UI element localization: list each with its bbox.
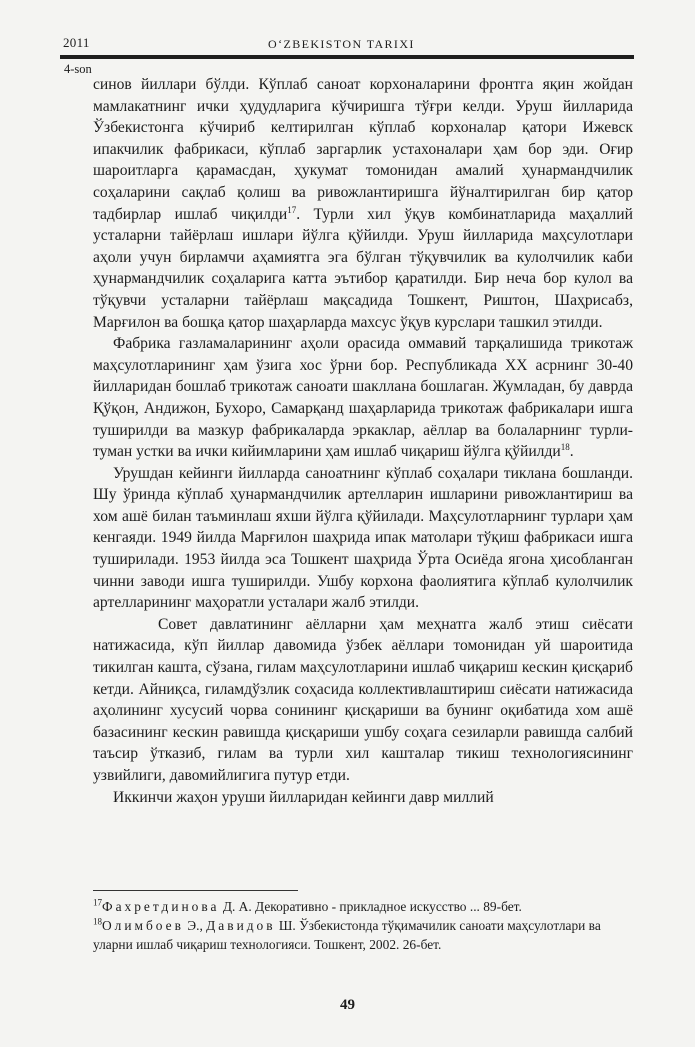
page-header — [60, 30, 634, 56]
footnote-separator — [93, 890, 298, 891]
paragraph-4-text: Совет давлатининг аёлларни ҳам меҳнатга жалб этиш сиёсати натижасида, кўп йиллар давомида ўзбек аёллари томонидан уй шароитида тикилган кашта, сўзана, гилам маҳсулотларини ишлаб чиқариш кескин қисқариб кетди. Айниқса, гиламдўзлик соҳасида коллективлаштириш сиёсати натижасида аҳолининг хусусий чорва сонининг қисқариши ва бунинг оқибатида хом ашё базасининг кескин равишда қисқариши ушбу соҳага сезиларли равишда салбий таъсир ўтказиб, гилам ва турли хил кашталар тикиш технологиясининг узвийлиги, давомийлигига путур етди. — [93, 615, 633, 784]
header-rule — [60, 55, 634, 59]
footnotes — [93, 897, 638, 954]
article-body — [93, 74, 633, 808]
footnote-18-initials: Э., — [183, 918, 207, 933]
paragraph-3 — [93, 463, 633, 614]
paragraph-3-text: Урушдан кейинги йилларда саноатнинг кўплаб соҳалари тиклана бошланди. Шу ўринда кўплаб ҳунармандчилик артелларин ишларини ривожлантириш ва хом ашё билан таъминлаш яхши йўлга қўйилади. Маҳсулотларнинг турлари ҳам кенгаяди. 1949 йилда Марғилон шаҳрида ипак матолари тўқиш фабрикаси ишга туширилади. 1953 йилда эса Тошкент шаҳрида Ўрта Осиёда ягона ҳисобланган чинни заводи ишга туширилди. Ушбу корхона фаолиятига кўплаб кулолчилик артелларининг маҳоратли усталари жалб этилди. — [93, 464, 633, 612]
paragraph-2-text: Фабрика газламаларининг аҳоли орасида оммавий тарқалишида трикотаж маҳсулотларининг ҳам ўзига хос ўрни бор. Республикада XX асрнинг 30-40 йилларидан бошлаб трикотаж саноати шакллана бошлаган. Жумладан, бу даврда Қўқон, Андижон, Бухоро, Самарқанд шаҳарларида трикотаж фабрикалари ишга туширилди ва мазкур фабрикаларда эркаклар, аёллар ва болаларнинг турли-туман устки ва ички кийимларини ҳам ишлаб чиқариш йўлга қўйилди — [93, 335, 633, 461]
footnote-18-number: 18 — [93, 916, 102, 927]
footnote-17-initials: Д. А. — [219, 899, 252, 914]
header-year: 2011 — [63, 35, 90, 50]
footnote-17 — [93, 897, 638, 916]
footnote-18 — [93, 916, 638, 954]
footnote-ref-17: 17 — [287, 204, 297, 215]
page-number: 49 — [340, 997, 355, 1013]
paragraph-1-text: синов йиллари бўлди. Кўплаб саноат корхоналарини фронтга яқин жойдан мамлакатнинг ички ҳудудларига кўчиришга тўғри келди. Уруш йилларида Ўзбекистонга кўчириб келтирилган кўплаб корхоналар қатори Ижевск ипакчилик фабрикаси, кўплаб заргарлик устахоналари ҳам бор эди. Оғир шароитларга қарамасдан, ҳукумат томонидан амалий ҳунармандчилик соҳаларини сақлаб қолиш ва ривожлантиришга йўналтирилган бир қатор тадбирлар ишлаб чиқилди — [93, 76, 633, 223]
header-issue: 4-son — [64, 62, 92, 76]
footnote-18-text: Ш. Ўзбекистонда тўқимачилик саноати маҳсулотлари ва уларни ишлаб чиқариш технологияси. Тошкент, 2002. 26-бет. — [93, 918, 601, 952]
footnote-18-author: Олимбоев — [102, 918, 184, 933]
header-journal-title: O‘ZBEKISTON TARIXI — [268, 37, 415, 51]
paragraph-4 — [93, 614, 633, 787]
footnote-ref-18: 18 — [560, 441, 570, 452]
paragraph-2 — [93, 333, 633, 463]
paragraph-1-text-cont: . Турли хил ўқув комбинатларида маҳаллий усталарни тайёрлаш ишлари йўлга қўйилди. Уруш йилларида маҳсулотлари аҳоли учун бирламчи аҳамиятга эга бўлган тўқувчилик ва кулолчилик каби ҳунармандчилик соҳаларига катта эътибор қаратилди. Бир неча бор кулол ва тўқувчи усталарни тайёрлаш мақсадида Тошкент, Риштон, Шаҳрисабз, Марғилон ва бошқа қатор шаҳарларда махсус ўқув курслари ташкил этилди. — [93, 205, 633, 331]
paragraph-2-text-cont: . — [569, 443, 574, 461]
paragraph-5-text: Иккинчи жаҳон уруши йилларидан кейинги давр миллий — [113, 788, 494, 806]
paragraph-1 — [93, 74, 633, 333]
paragraph-5 — [93, 787, 633, 809]
footnote-17-number: 17 — [93, 897, 102, 908]
footnote-17-author: Фахретдинова — [102, 899, 220, 914]
footnote-17-text: Декоративно - прикладное искусство ... 89-бет. — [251, 899, 522, 914]
footnote-18-author2: Давидов — [206, 918, 276, 933]
